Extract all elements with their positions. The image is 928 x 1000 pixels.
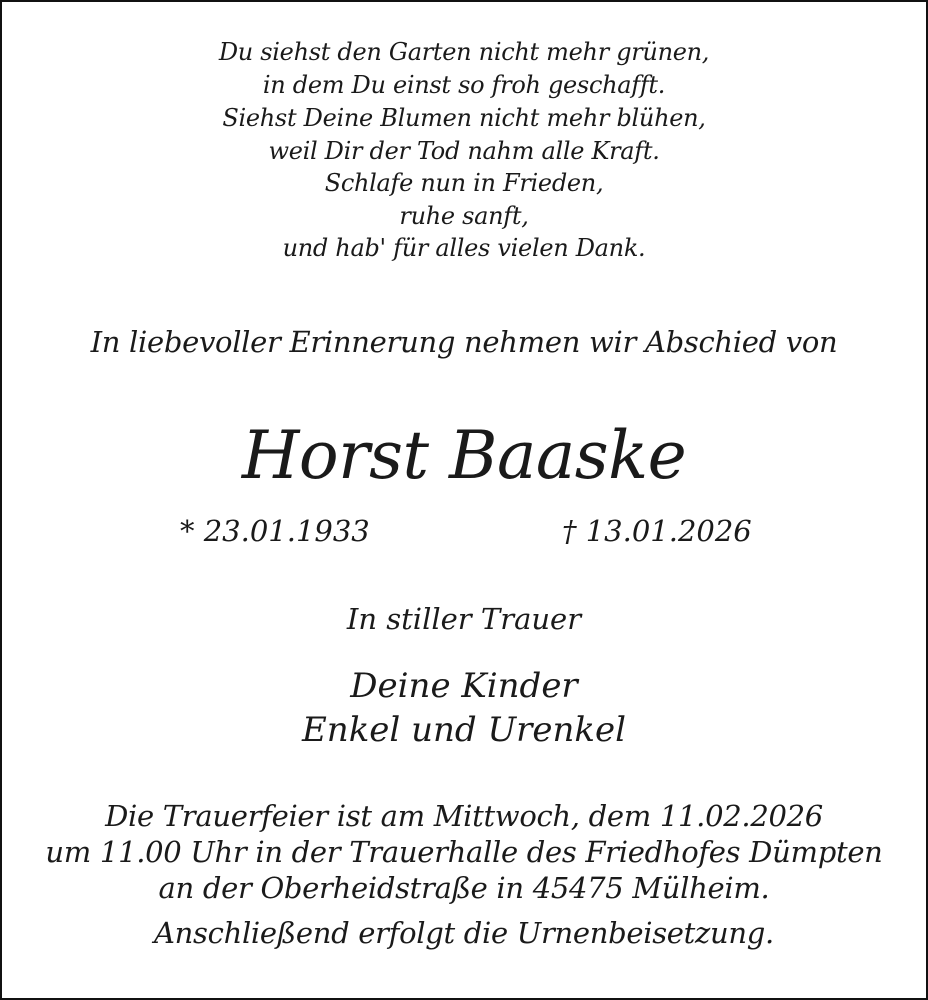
family-line: Enkel und Urenkel: [301, 710, 626, 750]
poem-line: Du siehst den Garten nicht mehr grünen,: [218, 38, 710, 66]
poem-line: ruhe sanft,: [399, 202, 529, 230]
birth-date: * 23.01.1933: [180, 514, 370, 548]
intro-text: In liebevoller Erinnerung nehmen wir Abschied von: [90, 325, 838, 359]
death-date: † 13.01.2026: [562, 514, 752, 548]
poem-line: Schlafe nun in Frieden,: [324, 169, 604, 197]
poem-line: Siehst Deine Blumen nicht mehr blühen,: [222, 104, 706, 132]
service-line: an der Oberheidstraße in 45475 Mülheim.: [158, 871, 770, 905]
poem-line: weil Dir der Tod nahm alle Kraft.: [268, 137, 660, 165]
service-line: Die Trauerfeier ist am Mittwoch, dem 11.02.2026: [105, 799, 823, 833]
poem-line: in dem Du einst so froh geschafft.: [262, 71, 666, 99]
service-line: um 11.00 Uhr in der Trauerhalle des Friedhofes Dümpten: [45, 835, 883, 869]
poem-line: und hab' für alles vielen Dank.: [282, 234, 646, 262]
family-line: Deine Kinder: [350, 666, 578, 706]
mourning-label: In stiller Trauer: [346, 602, 582, 636]
deceased-name: Horst Baaske: [241, 417, 687, 494]
burial-note: Anschließend erfolgt die Urnenbeisetzung.: [154, 916, 774, 950]
